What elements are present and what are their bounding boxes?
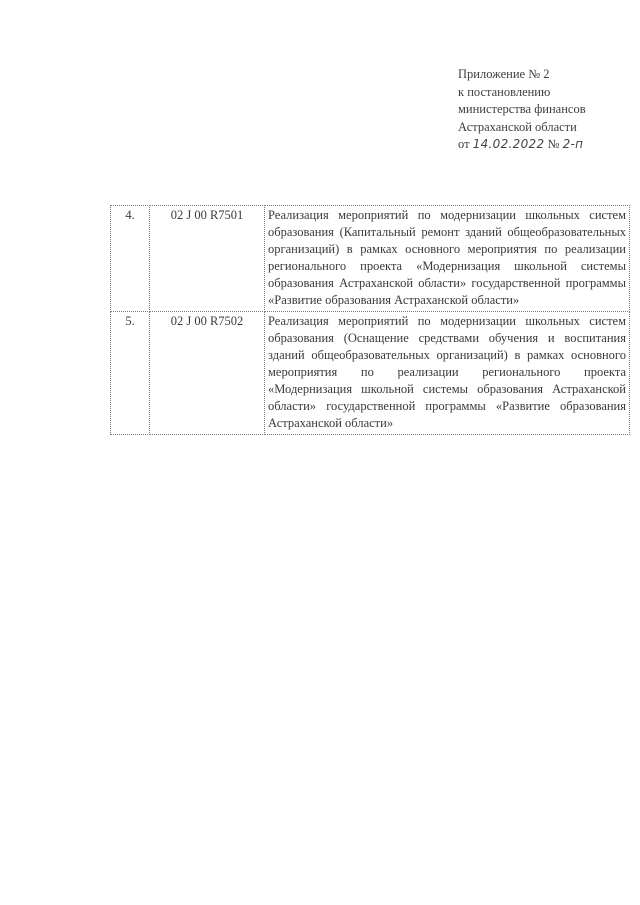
handwritten-number: 2-п	[562, 137, 584, 151]
row-number: 5.	[111, 312, 150, 435]
appendix-line-region: Астраханской области	[458, 119, 577, 134]
row-description: Реализация мероприятий по модернизации школьных систем образования (Оснащение средствами обучения и воспитания зданий общеобразовательных организаций) в рамках основного мероприятия по реализации регионального проекта «Модернизация школьной системы образования Астраханской области» государственной программы «Развитие образования Астраханской области»	[265, 312, 630, 435]
table-row	[111, 206, 630, 312]
appendix-header	[458, 66, 633, 154]
row-code: 02 J 00 R7502	[150, 312, 265, 435]
table-row	[111, 312, 630, 435]
appendix-title: Приложение № 2	[458, 67, 550, 81]
row-number: 4.	[111, 206, 150, 312]
number-prefix: №	[547, 137, 560, 151]
handwritten-date: 14.02.2022	[472, 137, 545, 151]
appendix-line-ministry: министерства финансов	[458, 102, 586, 116]
date-prefix: от	[458, 137, 470, 151]
row-description: Реализация мероприятий по модернизации школьных систем образования (Капитальный ремонт зданий общеобразовательных организаций) в рамках основного мероприятия по реализации регионального проекта «Модернизация школьной системы образования Астраханской области» государственной программы «Развитие образования Астраханской области»	[265, 206, 630, 312]
appendix-line-resolution: к постановлению	[458, 84, 551, 99]
row-code: 02 J 00 R7501	[150, 206, 265, 312]
budget-classification-table	[110, 205, 630, 435]
appendix-date-line	[458, 136, 633, 154]
